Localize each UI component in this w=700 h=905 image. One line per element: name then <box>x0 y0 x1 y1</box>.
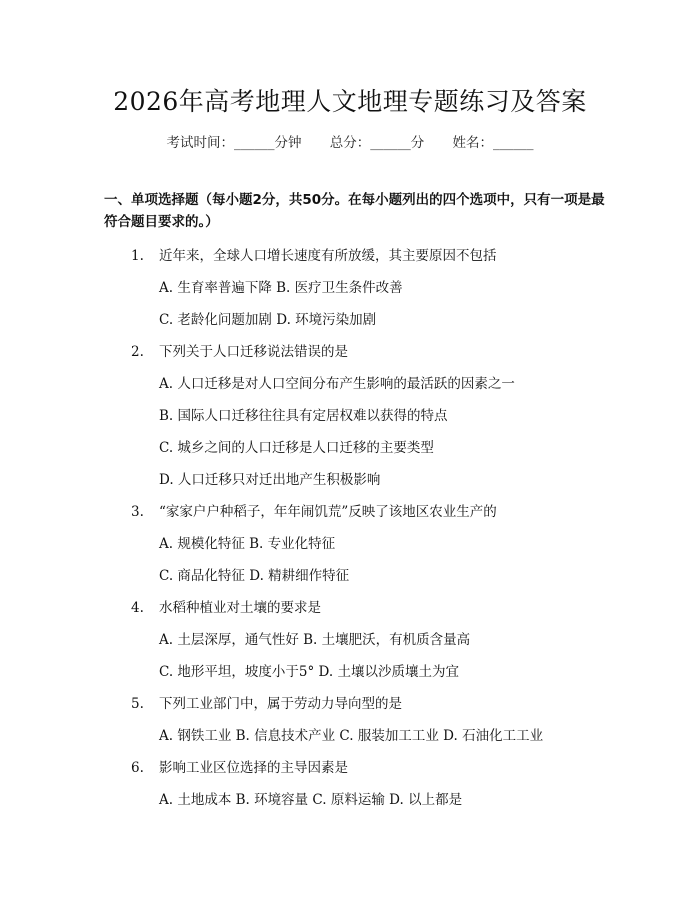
question-stem: 影响工业区位选择的主导因素是 <box>159 760 348 776</box>
question-3-options-row-1: A. 规模化特征 B. 专业化特征 <box>159 536 336 552</box>
question-2-option-b: B. 国际人口迁移往往具有定居权难以获得的特点 <box>159 408 448 424</box>
question-2 <box>131 340 348 360</box>
question-1 <box>131 244 497 264</box>
question-number: 6. <box>131 760 144 776</box>
question-3-options-row-2: C. 商品化特征 D. 精耕细作特征 <box>159 568 350 584</box>
question-3 <box>131 500 497 520</box>
question-number: 2. <box>131 344 144 360</box>
question-2-option-d: D. 人口迁移只对迁出地产生积极影响 <box>159 472 381 488</box>
section-heading: 一、单项选择题（每小题2分，共50分。在每小题列出的四个选项中，只有一项是最符合题目要求的。） <box>104 192 605 230</box>
question-6 <box>131 756 348 776</box>
name-field: 姓名：______ <box>452 135 534 151</box>
question-number: 3. <box>131 504 144 520</box>
question-4-options-row-2: C. 地形平坦，坡度小于5° D. 土壤以沙质壤土为宜 <box>159 664 459 680</box>
question-2-option-c: C. 城乡之间的人口迁移是人口迁移的主要类型 <box>159 440 434 456</box>
question-stem: 水稻种植业对土壤的要求是 <box>159 600 321 616</box>
exam-time-field: 考试时间：______分钟 <box>166 135 302 151</box>
question-5-options-row-1: A. 钢铁工业 B. 信息技术产业 C. 服装加工工业 D. 石油化工工业 <box>159 728 544 744</box>
exam-meta <box>0 131 700 151</box>
question-6-options-row-1: A. 土地成本 B. 环境容量 C. 原料运输 D. 以上都是 <box>159 792 463 808</box>
question-1-options-row-1: A. 生育率普遍下降 B. 医疗卫生条件改善 <box>159 280 403 296</box>
question-4-options-row-1: A. 土层深厚，通气性好 B. 土壤肥沃，有机质含量高 <box>159 632 471 648</box>
total-score-field: 总分：______分 <box>329 135 425 151</box>
question-number: 1. <box>131 248 144 264</box>
question-stem: 近年来，全球人口增长速度有所放缓，其主要原因不包括 <box>159 248 497 264</box>
question-stem: 下列工业部门中，属于劳动力导向型的是 <box>159 696 402 712</box>
question-number: 4. <box>131 600 144 616</box>
question-1-options-row-2: C. 老龄化问题加剧 D. 环境污染加剧 <box>159 312 377 328</box>
question-stem: “家家户户种稻子，年年闹饥荒”反映了该地区农业生产的 <box>159 504 497 520</box>
question-5 <box>131 692 402 712</box>
question-stem: 下列关于人口迁移说法错误的是 <box>159 344 348 360</box>
question-2-option-a: A. 人口迁移是对人口空间分布产生影响的最活跃的因素之一 <box>159 376 515 392</box>
question-4 <box>131 596 321 616</box>
question-number: 5. <box>131 696 144 712</box>
page-title: 2026年高考地理人文地理专题练习及答案 <box>113 87 587 116</box>
